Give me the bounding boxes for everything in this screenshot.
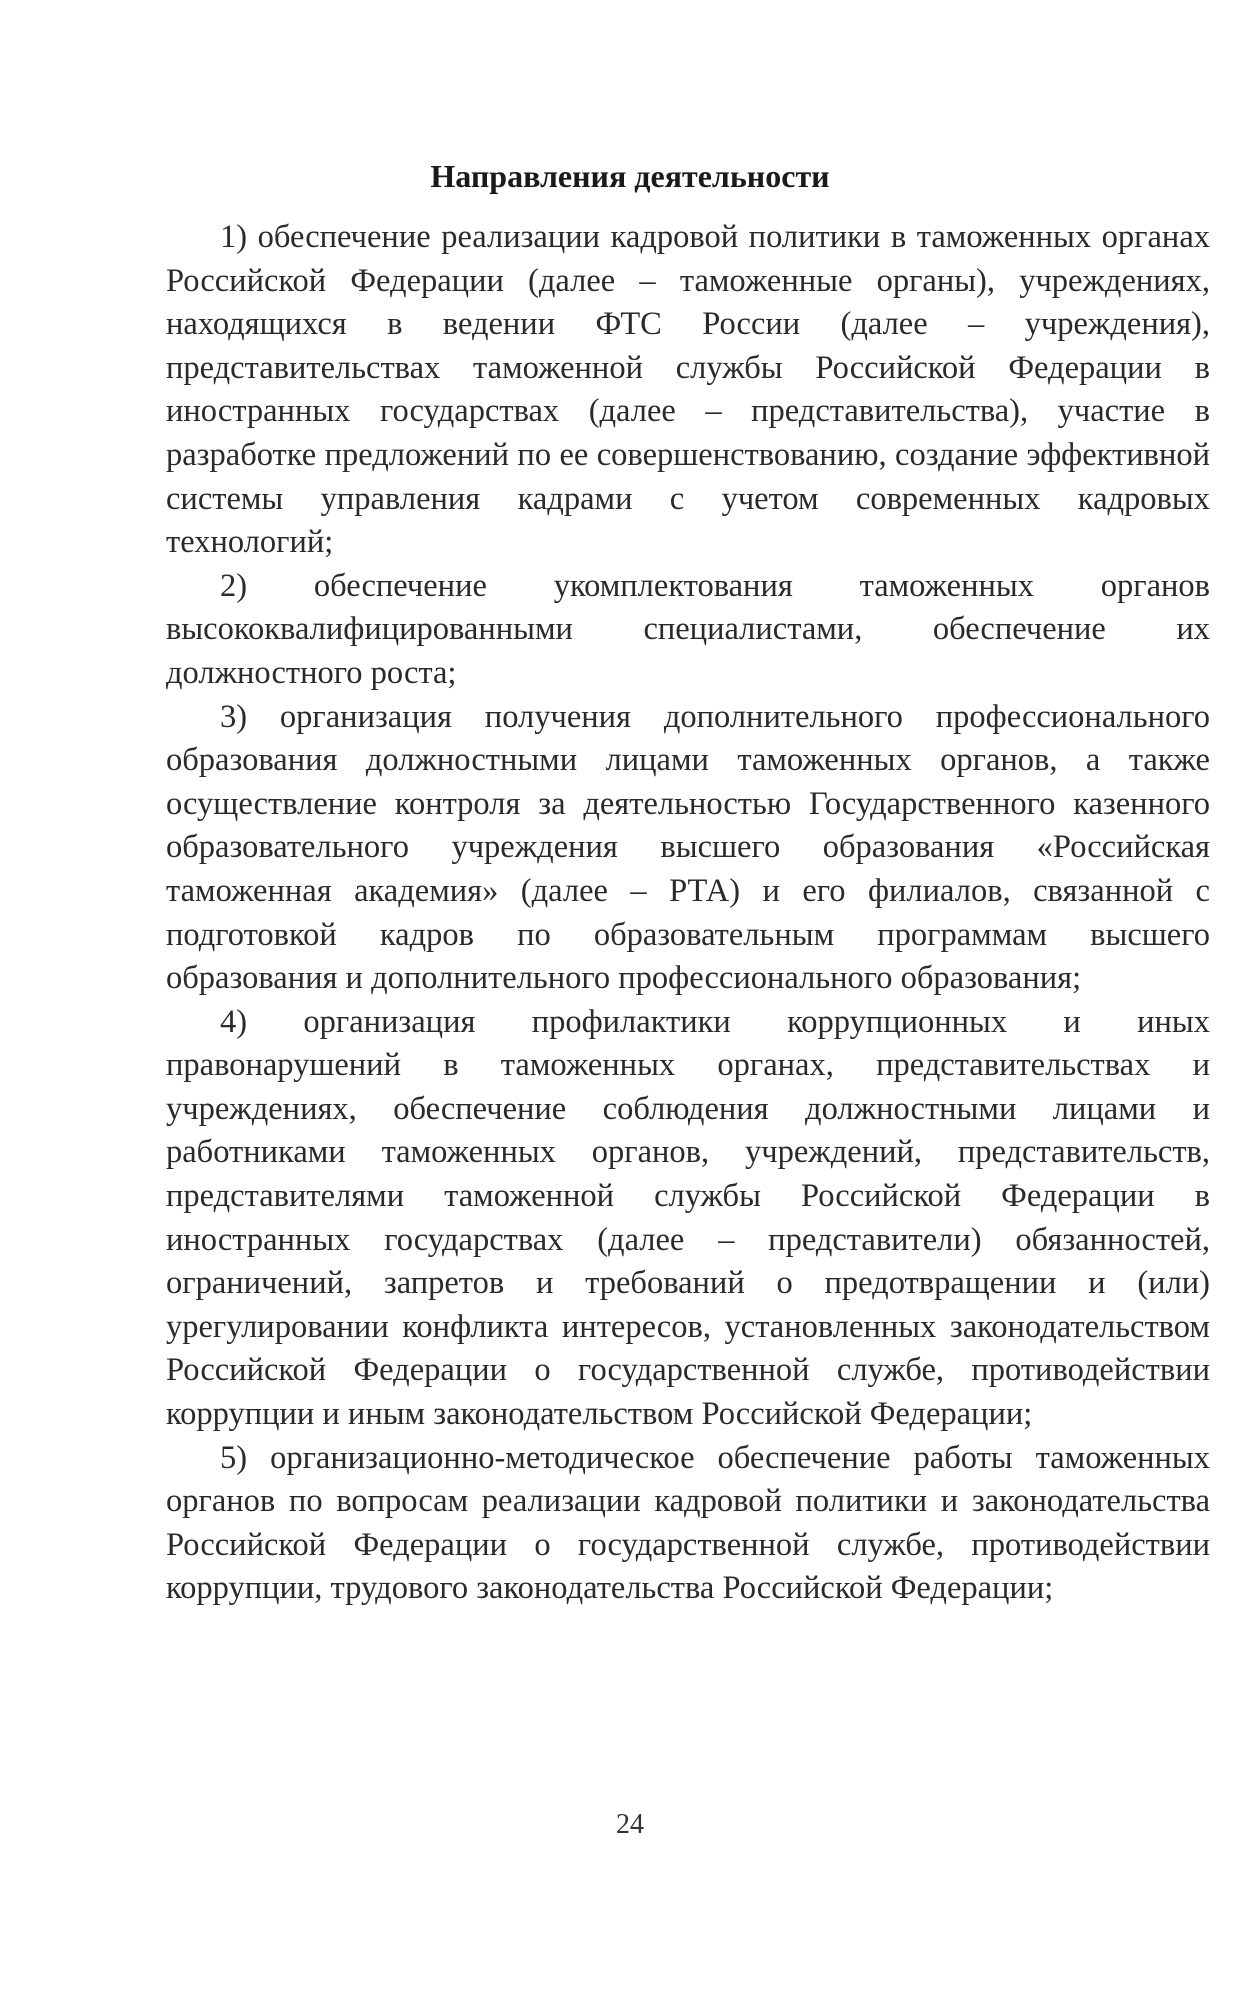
- section-title: Направления деятельности: [430, 158, 830, 194]
- paragraph-4: 4) организация профилактики коррупционных и иных правонарушений в таможенных органах, представительствах и учреждениях, обеспечение соблюдения должностными лицами и работниками таможенных органов, учреждений, представительств, представителями таможенной службы Российской Федерации в иностранных государствах (далее – представители) обязанностей, ограничений, запретов и требований о предотвращении и (или) урегулировании конфликта интересов, установленных законодательством Российской Федерации о государственной службе, противодействии коррупции и иным законодательством Российской Федерации;: [166, 1003, 1210, 1433]
- body-text: [166, 216, 1210, 1611]
- paragraph-1: 1) обеспечение реализации кадровой политики в таможенных органах Российской Федерации (далее – таможенные органы), учреждениях, находящихся в ведении ФТС России (далее – учреждения), представительствах таможенной службы Российской Федерации в иностранных государствах (далее – представительства), участие в разработке предложений по ее совершенствованию, создание эффективной системы управления кадрами с учетом современных кадровых технологий;: [166, 219, 1210, 561]
- page-number: 24: [616, 1809, 644, 1840]
- paragraph-2: 2) обеспечение укомплектования таможенных органов высококвалифицированными специалистами, обеспечение их должностного роста;: [166, 567, 1210, 691]
- paragraph-3: 3) организация получения дополнительного профессионального образования должностными лицами таможенных органов, а также осуществление контроля за деятельностью Государственного казенного образовательного учреждения высшего образования «Российская таможенная академия» (далее – РТА) и его филиалов, связанной с подготовкой кадров по образовательным программам высшего образования и дополнительного профессионального образования;: [166, 698, 1210, 997]
- paragraph-5: 5) организационно-методическое обеспечение работы таможенных органов по вопросам реализации кадровой политики и законодательства Российской Федерации о государственной службе, противодействии коррупции, трудового законодательства Российской Федерации;: [166, 1439, 1210, 1607]
